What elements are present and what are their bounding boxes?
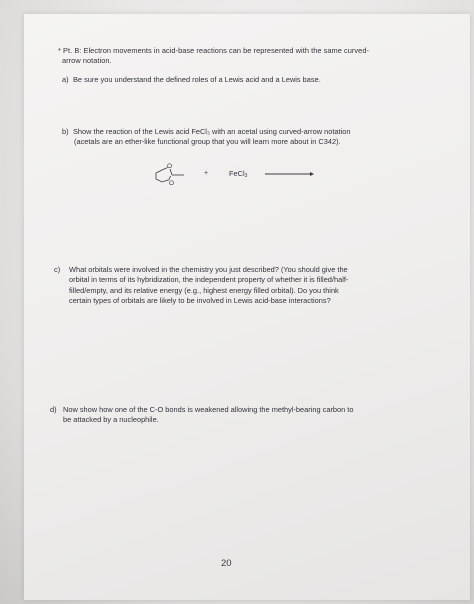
part-b-label: b) — [62, 127, 69, 136]
part-c-line-2: orbital in terms of its hybridization, the independent property of whether it is filled/half- — [69, 275, 349, 285]
fecl3-reagent — [229, 169, 247, 179]
part-a-label: a) — [62, 75, 69, 84]
reaction-arrow-icon — [264, 170, 314, 178]
page-number: 20 — [221, 558, 232, 569]
plus-sign: + — [204, 170, 209, 177]
part-c-body — [69, 265, 348, 307]
part-d-line-2: be attacked by a nucleophile. — [63, 415, 159, 425]
part-c-line-3: filled/empty, and its relative energy (e.g., highest energy filled orbital). Do you think — [69, 285, 339, 295]
part-c-label: c) — [54, 265, 61, 274]
part-a-text: Be sure you understand the defined roles of a Lewis acid and a Lewis base. — [73, 75, 321, 84]
part-c-line-1: What orbitals were involved in the chemistry you just described? (You should give the — [69, 265, 348, 274]
part-c — [54, 265, 414, 313]
fecl3-main: FeCl — [229, 169, 245, 178]
fecl3-subscript: 3 — [244, 173, 248, 179]
part-b-body — [73, 127, 350, 148]
intro-line-1: * Pt. B: Electron movements in acid-base reactions can be represented with the same curved- — [58, 46, 370, 55]
acetal-structure — [150, 158, 198, 192]
part-d-line-1: Now show how one of the C-O bonds is weakened allowing the methyl-bearing carbon to — [63, 405, 354, 414]
oxygen-top: O — [167, 163, 173, 170]
part-d-body — [63, 405, 353, 426]
part-a — [62, 75, 392, 87]
part-c-line-4: certain types of orbitals are likely to be involved in Lewis acid-base interactions? — [69, 296, 331, 306]
part-b — [62, 127, 402, 151]
ring-bonds — [156, 170, 168, 182]
part-b-line-2: (acetals are an ether-like functional group that you will learn more about in C342). — [74, 137, 341, 147]
part-d — [50, 405, 420, 429]
intro-line-2: arrow notation. — [62, 56, 112, 65]
part-d-label: d) — [50, 405, 57, 414]
oxygen-bottom: O — [169, 180, 175, 187]
part-b-line-1: Show the reaction of the Lewis acid FeCl₃ with an acetal using curved-arrow notation — [73, 127, 351, 136]
